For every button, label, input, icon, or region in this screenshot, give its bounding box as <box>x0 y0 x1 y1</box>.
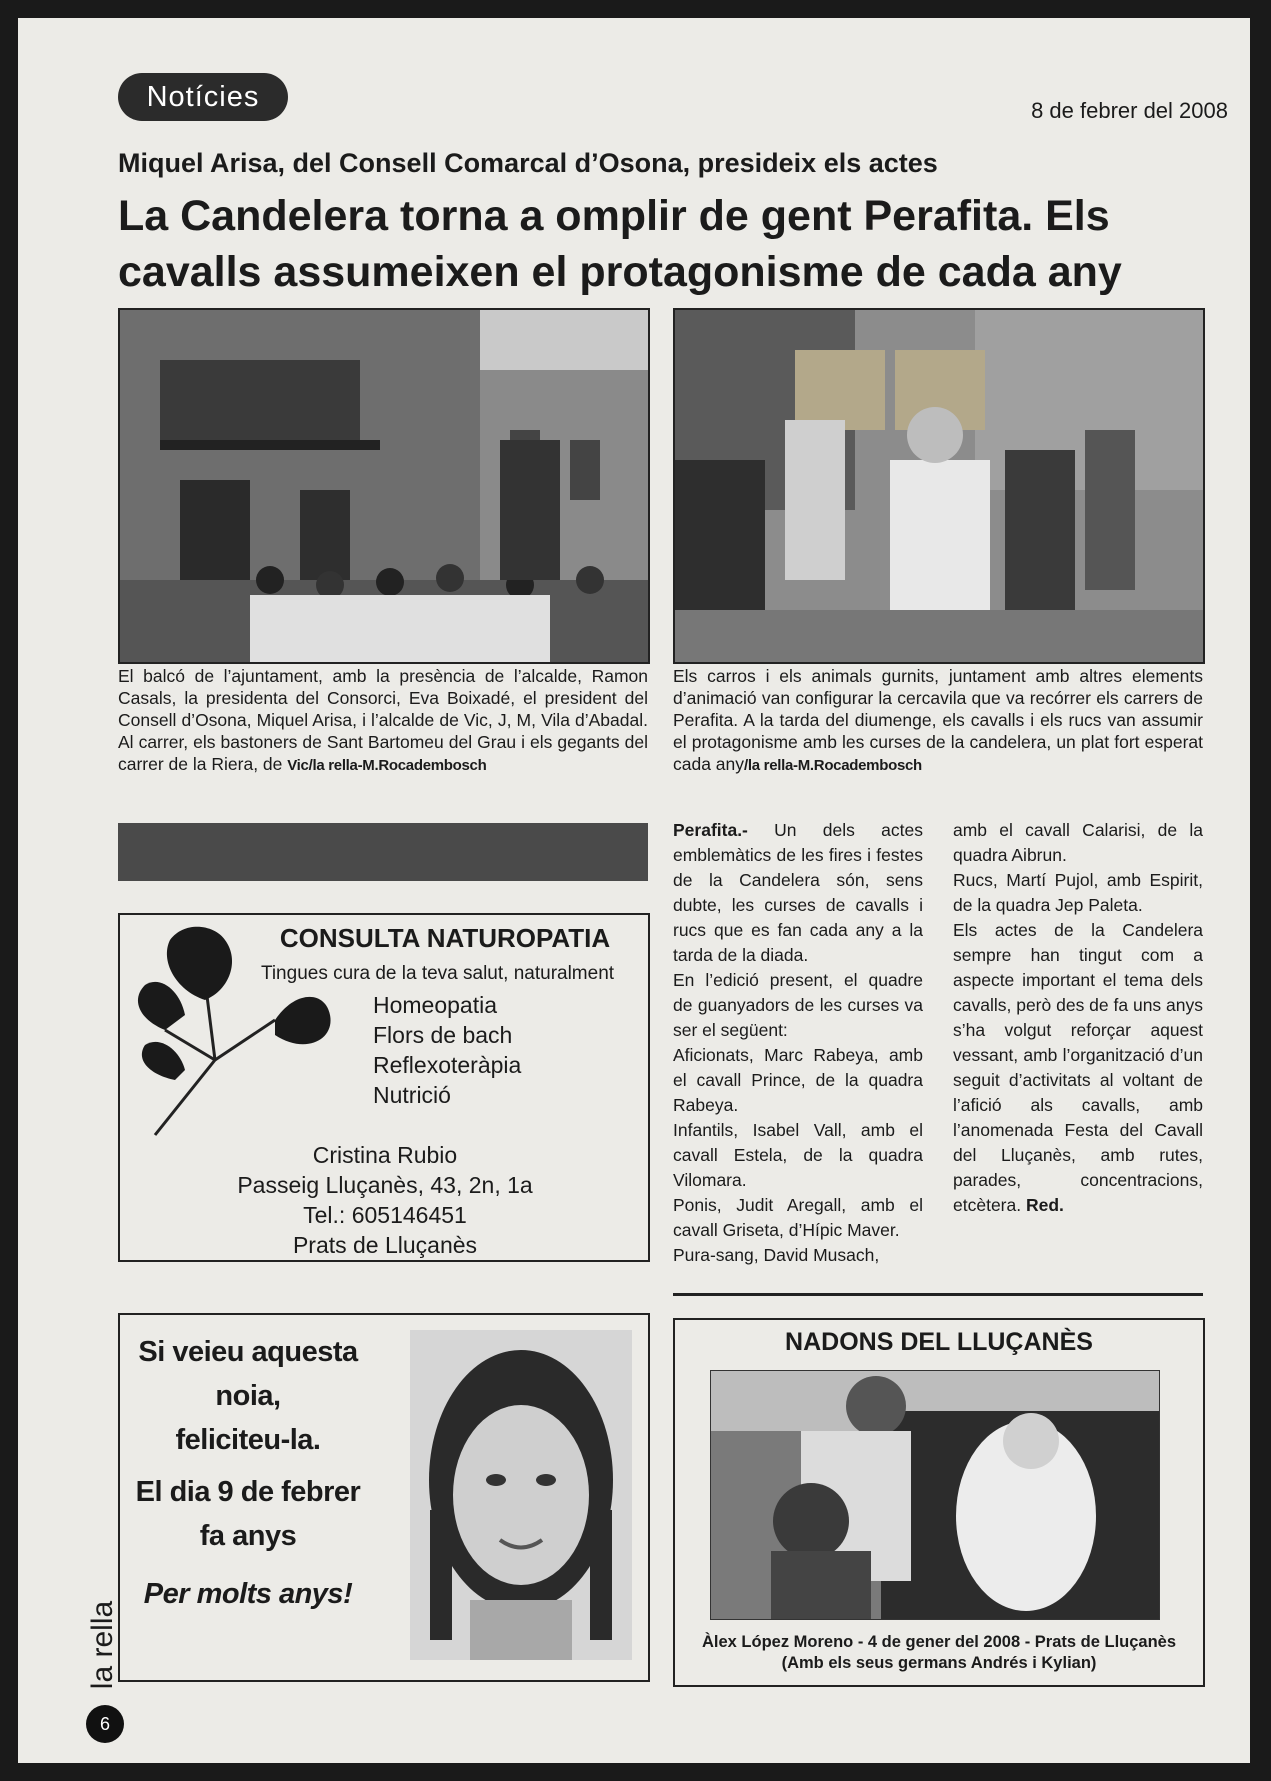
nadons-photo <box>710 1370 1160 1620</box>
divider <box>673 1293 1203 1296</box>
page-number: 6 <box>86 1705 124 1743</box>
paragraph <box>953 918 1203 1218</box>
paragraph-text: Els actes de la Candelera sempre han tingut com a aspecte important el tema dels cavalls, però des de fa uns anys s’ha volgut reforçar aquest vessant, amb l’organització d’un seguit d’activitats al voltant de l’afició als cavalls, amb l’anomenada Festa del Cavall del Lluçanès, amb rutes, parades, concentracions, etcètera. <box>953 920 1204 1215</box>
caption-right-text: Els carros i els animals gurnits, juntament amb altres elements d’animació van configurar la cercavila que va recórrer els carrers de Perafita. A la tarda del diumenge, els cavalls i els rucs van assumir el protagonisme amb les curses de la candelera, un plat fort esperat cada any <box>673 666 1203 774</box>
service-item: Homeopatia <box>373 992 498 1018</box>
message-line: Per molts anys! <box>143 1578 353 1610</box>
caption-left-credit: Vic/la rella-M.Rocadembosch <box>287 757 487 774</box>
message-line: Si veieu aquesta <box>138 1336 358 1368</box>
grey-band <box>118 823 648 881</box>
photo-caption-right <box>673 665 1203 777</box>
contact-phone: Tel.: 605146451 <box>303 1202 467 1228</box>
section-badge: Notícies <box>118 73 288 121</box>
paragraph: En l’edició present, el quadre de guanyadors de les curses va ser el següent: <box>673 970 923 1040</box>
girl-portrait <box>410 1330 632 1660</box>
paragraph: Pura-sang, David Musach, <box>673 1245 880 1265</box>
ad-tagline: Tingues cura de la teva salut, naturalment <box>260 963 615 984</box>
paragraph-text: Un dels actes emblemàtics de les fires i festes de la Candelera són, sens dubte, les curses de cavalls i rucs que es fan cada any a la tarda de la diada. <box>673 820 923 965</box>
paragraph: amb el cavall Calarisi, de la quadra Aibrun. <box>953 820 1203 865</box>
ad-birthday <box>118 1313 650 1682</box>
paragraph: Aficionats, Marc Rabeya, amb el cavall Prince, de la quadra Rabeya. <box>673 1045 923 1115</box>
magazine-name: la rella <box>86 1600 119 1690</box>
article-kicker: Miquel Arisa, del Consell Comarcal d’Osona, presideix els actes <box>118 148 938 178</box>
caption-right-credit: /la rella-M.Rocadembosch <box>744 757 922 774</box>
article-column-2 <box>953 818 1203 1218</box>
service-item: Flors de bach <box>373 1022 513 1048</box>
photo-caption-left <box>118 665 648 777</box>
paragraph: Rucs, Martí Pujol, amb Espirit, de la quadra Jep Paleta. <box>953 870 1203 915</box>
message-line: feliciteu-la. <box>175 1424 321 1456</box>
nadons-title: NADONS DEL LLUÇANÈS <box>785 1328 1093 1356</box>
paragraph: Infantils, Isabel Vall, amb el cavall Estela, de la quadra Vilomara. <box>673 1120 923 1190</box>
dateline: Perafita.- <box>673 820 748 840</box>
caption-left-text: El balcó de l’ajuntament, amb la presència de l’alcalde, Ramon Casals, la presidenta del Consorci, Eva Boixadé, el president del Consell d’Osona, Miquel Arisa, i l’alcalde de Vic, J, M, Vila d’Abadal. Al carrer, els bastoners de Sant Bartomeu del Grau i els gegants del carrer de la Riera, de <box>118 666 648 774</box>
signature: Red. <box>1025 1195 1064 1215</box>
contact-block <box>160 1140 610 1260</box>
message-line: El dia 9 de febrer <box>135 1476 361 1508</box>
newspaper-page <box>18 18 1250 1763</box>
issue-date: 8 de febrer del 2008 <box>1031 98 1228 123</box>
caption-line: (Amb els seus germans Andrés i Kylian) <box>781 1654 1097 1672</box>
nadons-caption <box>675 1632 1203 1674</box>
article-column-1 <box>673 818 923 1268</box>
service-item: Nutrició <box>373 1082 451 1108</box>
paragraph: Ponis, Judit Aregall, amb el cavall Griseta, d’Hípic Maver. <box>673 1195 923 1240</box>
paragraph <box>673 818 923 968</box>
nadons-box <box>673 1318 1205 1687</box>
ad-naturopathy <box>118 913 650 1262</box>
ad-title: CONSULTA NATUROPATIA <box>279 923 611 953</box>
message-line: noia, <box>215 1380 281 1412</box>
birthday-message <box>128 1330 368 1616</box>
photo-town-hall-balcony <box>118 308 650 664</box>
photo-horses-parade <box>673 308 1205 664</box>
contact-town: Prats de Lluçanès <box>292 1232 478 1258</box>
article-headline: La Candelera torna a omplir de gent Perafita. Els cavalls assumeixen el protagonisme de cada any <box>118 192 1122 296</box>
contact-address: Passeig Lluçanès, 43, 2n, 1a <box>237 1172 533 1198</box>
message-line: fa anys <box>199 1520 297 1552</box>
caption-line: Àlex López Moreno - 4 de gener del 2008 - Prats de Lluçanès <box>701 1633 1177 1651</box>
contact-name: Cristina Rubio <box>312 1142 458 1168</box>
service-item: Reflexoteràpia <box>373 1052 522 1078</box>
